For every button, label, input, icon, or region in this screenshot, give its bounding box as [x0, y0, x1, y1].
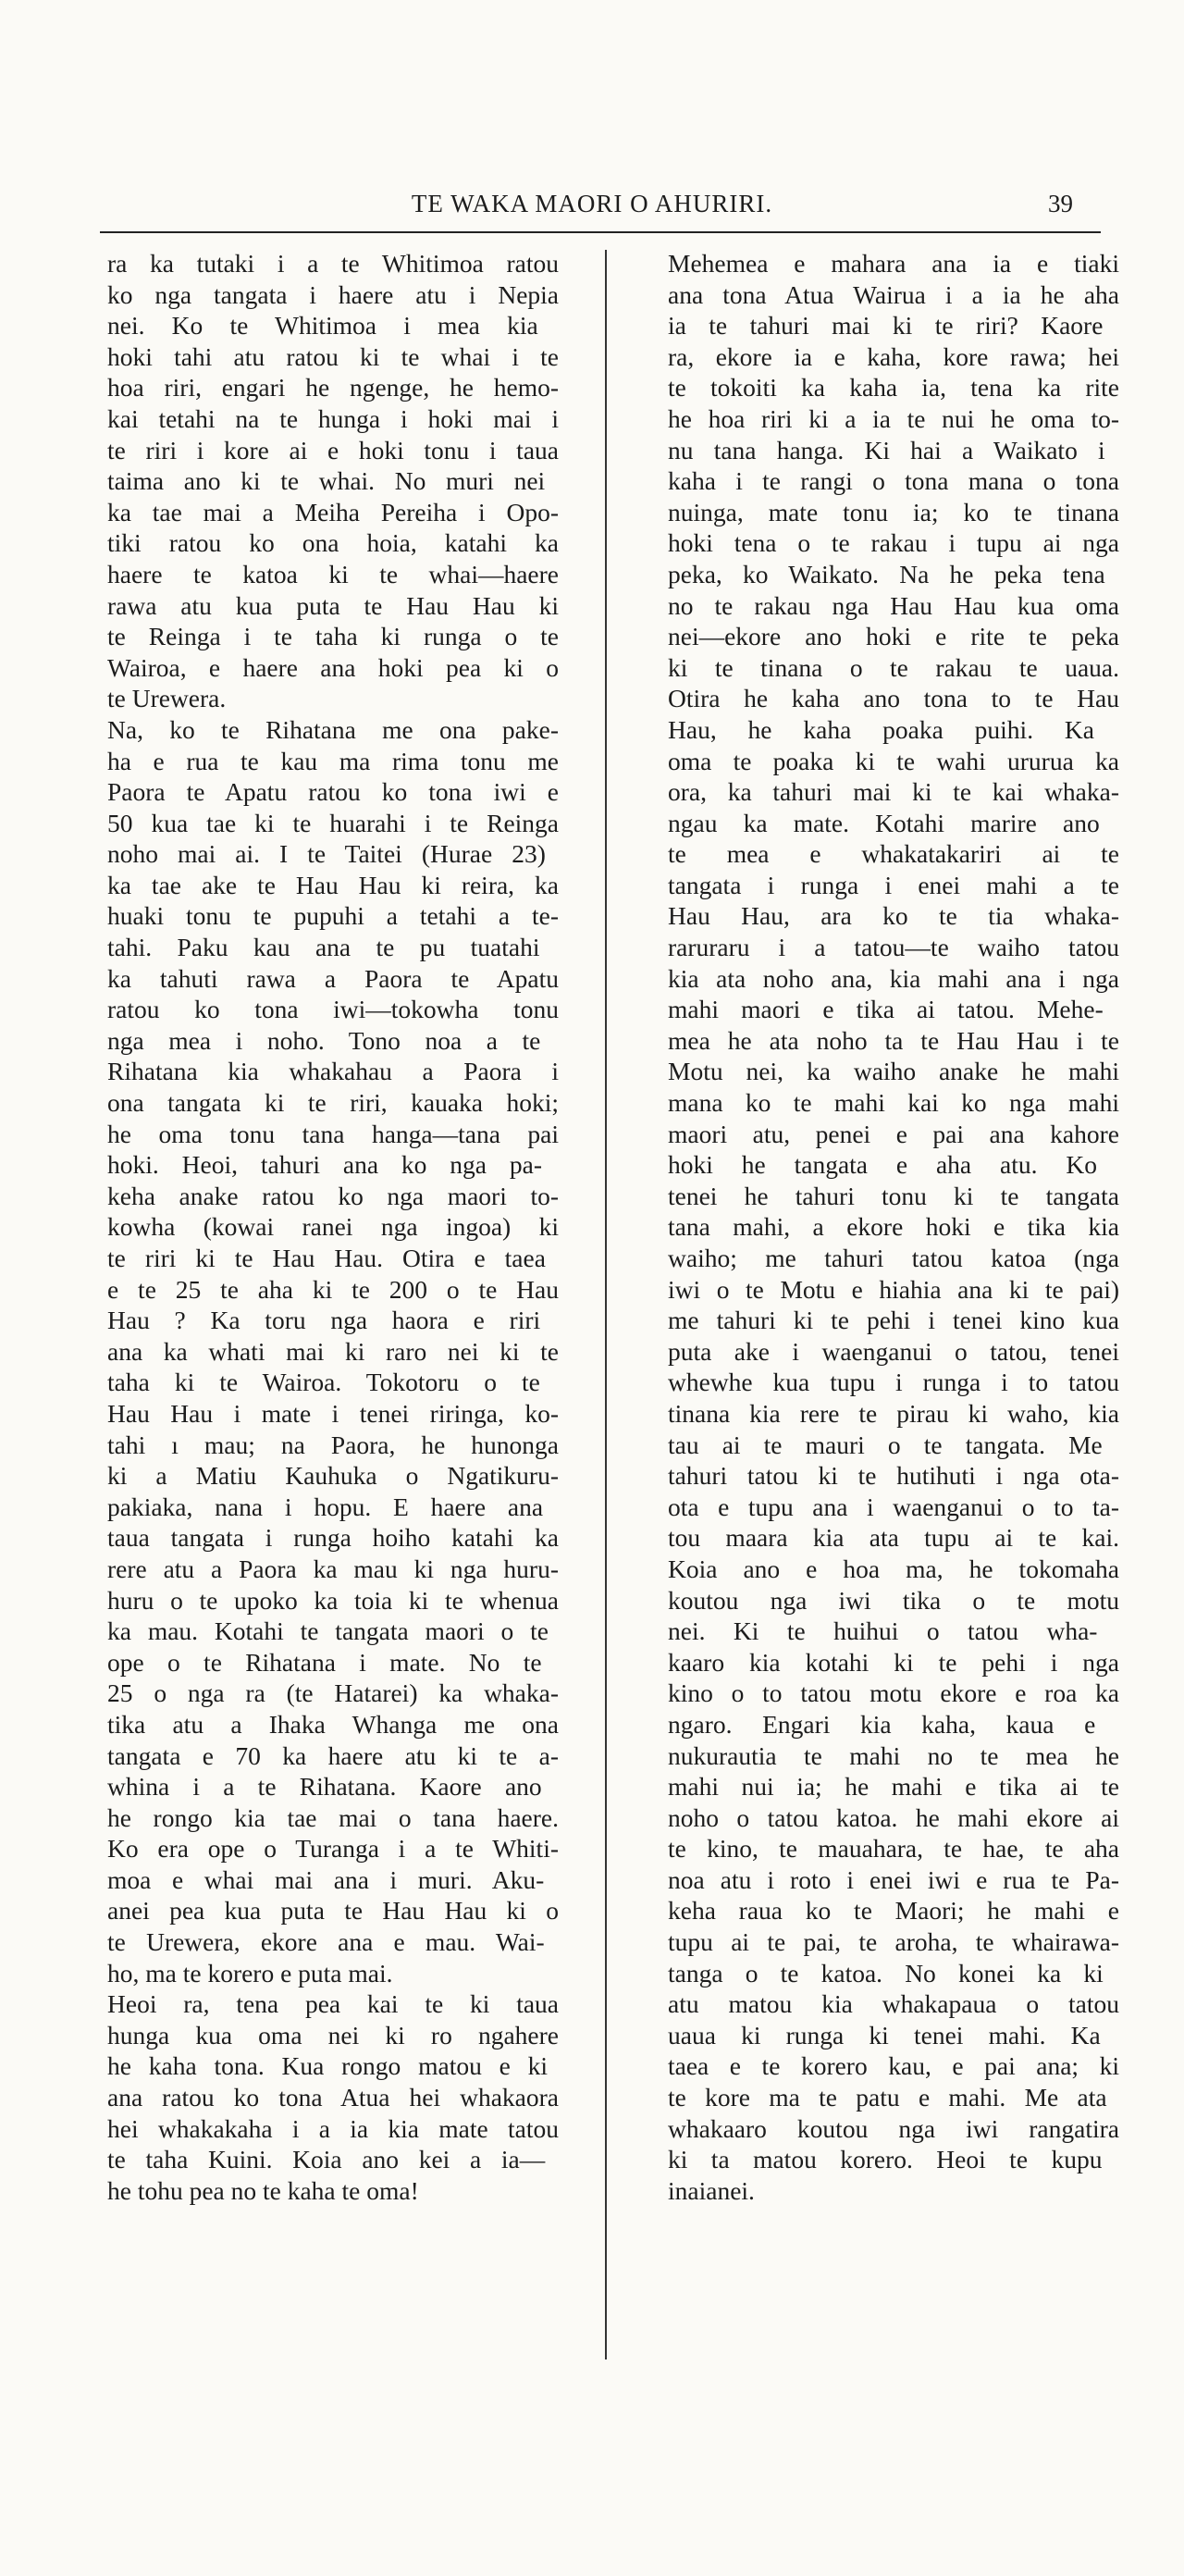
text-line: Hau Hau i mate i tenei riringa, ko- — [107, 1398, 559, 1428]
text-line: noho o tatou katoa. he mahi ekore ai — [668, 1802, 1119, 1832]
text-line: taima ano ki te whai. No muri nei — [107, 466, 546, 496]
paragraph — [642, 248, 1119, 2206]
text-line: hoki tena o te rakau i tupu ai nga — [668, 528, 1119, 558]
left-column — [81, 248, 559, 2206]
text-line: Motu nei, ka waiho anake he mahi — [668, 1057, 1119, 1086]
text-line: huru o te upoko ka toia ki te whenua — [107, 1585, 559, 1615]
text-line: Hau, he kaha poaka puihi. Ka — [668, 714, 1095, 744]
text-line: ona tangata ki te riri, kauaka hoki; — [107, 1088, 559, 1118]
text-line: noa atu i roto i enei iwi e rua te Pa- — [668, 1864, 1119, 1894]
text-line: hoa riri, engari he ngenge, he hemo- — [107, 373, 559, 402]
text-line: e te 25 te aha ki te 200 o te Hau — [107, 1274, 559, 1304]
text-line: ho, ma te korero e puta mai. — [107, 1958, 393, 1988]
text-line: ora, ka tahuri mai ki te kai whaka- — [668, 777, 1119, 807]
text-line: te kore ma te patu e mahi. Me ata — [668, 2083, 1107, 2112]
text-line: nuinga, mate tonu ia; ko te tinana — [668, 497, 1119, 526]
text-line: ana ratou ko tona Atua hei whakaora — [107, 2083, 559, 2112]
text-line: te taha Kuini. Koia ano kei a ia— — [107, 2145, 546, 2174]
text-line: tou maara kia ata tupu ai te kai. — [668, 1523, 1119, 1553]
text-line: uaua ki runga ki tenei mahi. Ka — [668, 2020, 1101, 2050]
text-line: Heoi ra, tena pea kai te ki taua — [107, 1989, 559, 2019]
text-line: Otira he kaha ano tona to te Hau — [668, 684, 1119, 713]
header-rule — [100, 231, 1101, 233]
text-line: kino o to tatou motu ekore e roa ka — [668, 1678, 1119, 1708]
text-line: atu matou kia whakapaua o tatou — [668, 1989, 1119, 2019]
text-line: tangata i runga i enei mahi a te — [668, 870, 1119, 899]
text-line: ko nga tangata i haere atu i Nepia — [107, 279, 559, 309]
text-line: nga mea i noho. Tono noa a te — [107, 1025, 541, 1055]
text-line: ngaro. Engari kia kaha, kaua e — [668, 1709, 1096, 1739]
text-line: Hau ? Ka toru nga haora e riri — [107, 1306, 541, 1335]
text-line: nei. Ko te Whitimoa i mea kia — [107, 311, 538, 341]
text-line: me tahuri ki te pehi i tenei kino kua — [668, 1306, 1119, 1335]
text-line: ngau ka mate. Kotahi marire ano — [668, 808, 1100, 837]
text-line: inaianei. — [668, 2175, 755, 2205]
text-line: nukurautia te mahi no te mea he — [668, 1740, 1119, 1770]
text-line: Paora te Apatu ratou ko tona iwi e — [107, 777, 559, 807]
text-line: tanga o te katoa. No konei ka ki — [668, 1958, 1104, 1988]
text-line: tinana kia rere te pirau ki waho, kia — [668, 1398, 1119, 1428]
text-line: Wairoa, e haere ana hoki pea ki o — [107, 652, 559, 682]
text-line: te riri ki te Hau Hau. Otira e taea — [107, 1244, 546, 1272]
text-line: kaaro kia kotahi ki te pehi i nga — [668, 1647, 1119, 1677]
text-line: tahuri tatou ki te hutihuti i nga ota- — [668, 1461, 1119, 1491]
text-line: mahi nui ia; he mahi e tika ai te — [668, 1772, 1119, 1802]
text-line: ra, ekore ia e kaha, kore rawa; hei — [668, 341, 1119, 371]
text-line: mahi maori e tika ai tatou. Mehe- — [668, 995, 1104, 1024]
text-line: haere te katoa ki te whai—haere — [107, 559, 559, 588]
text-line: peka, ko Waikato. Na he peka tena — [668, 559, 1105, 588]
text-line: tenei he tahuri tonu ki te tangata — [668, 1181, 1119, 1210]
text-line: raruraru i a tatou—te waiho tatou — [668, 933, 1119, 962]
text-line: nei—ekore ano hoki e rite te peka — [668, 622, 1119, 651]
text-line: ki ta matou korero. Heoi te kupu — [668, 2145, 1103, 2174]
text-line: waiho; me tahuri tatou katoa (nga — [668, 1244, 1119, 1272]
text-line: taha ki te Wairoa. Tokotoru o te — [107, 1368, 540, 1397]
text-line: whakaaro koutou nga iwi rangatira — [668, 2113, 1119, 2143]
text-line: ka tae ake te Hau Hau ki reira, ka — [107, 870, 559, 899]
text-line: mea he ata noho ta te Hau Hau i te — [668, 1025, 1119, 1055]
text-line: ratou ko tona iwi—tokowha tonu — [107, 995, 559, 1024]
text-line: tahi. Paku kau ana te pu tuatahi — [107, 933, 540, 962]
text-line: tangata e 70 ka haere atu ki te a- — [107, 1740, 559, 1770]
text-line: ota e tupu ana i waenganui o to ta- — [668, 1492, 1119, 1521]
text-line: Na, ko te Rihatana me ona pake- — [107, 714, 559, 744]
text-line: mana ko te mahi kai ko nga mahi — [668, 1088, 1119, 1118]
text-line: te riri i kore ai e hoki tonu i taua — [107, 435, 559, 464]
text-line: puta ake i waenganui o tatou, tenei — [668, 1336, 1119, 1366]
text-line: ka tahuti rawa a Paora te Apatu — [107, 963, 559, 993]
text-line: Mehemea e mahara ana ia e tiaki — [668, 249, 1119, 278]
text-line: nu tana hanga. Ki hai a Waikato i — [668, 435, 1105, 464]
text-line: huaki tonu te pupuhi a tetahi a te- — [107, 901, 559, 931]
text-line: Rihatana kia whakahau a Paora i — [107, 1057, 559, 1086]
right-column — [642, 248, 1119, 2206]
text-line: anei pea kua puta te Hau Hau ki o — [107, 1896, 559, 1926]
text-line: hoki he tangata e aha atu. Ko — [668, 1150, 1097, 1180]
text-line: he rongo kia tae mai o tana haere. — [107, 1802, 559, 1832]
text-line: ra ka tutaki i a te Whitimoa ratou — [107, 249, 559, 278]
text-line: taea e te korero kau, e pai ana; ki — [668, 2051, 1119, 2081]
text-line: hoki tahi atu ratou ki te whai i te — [107, 341, 559, 371]
text-line: rawa atu kua puta te Hau Hau ki — [107, 590, 559, 620]
text-line: te mea e whakatakariri ai te — [668, 839, 1119, 869]
page-number: 39 — [1048, 190, 1073, 217]
text-line: whina i a te Rihatana. Kaore ano — [107, 1772, 542, 1802]
text-line: ana tona Atua Wairua i a ia he aha — [668, 279, 1119, 309]
text-line: iwi o te Motu e hiahia ana ki te pai) — [668, 1274, 1119, 1304]
text-line: te Urewera, ekore ana e mau. Wai- — [107, 1927, 545, 1957]
text-line: oma te poaka ki te wahi ururua ka — [668, 746, 1119, 775]
running-title: TE WAKA MAORI O AHURIRI. — [411, 190, 773, 217]
text-line: he kaha tona. Kua rongo matou e ki — [107, 2051, 549, 2081]
text-line: kaha i te rangi o tona mana o tona — [668, 466, 1119, 496]
text-line: hoki. Heoi, tahuri ana ko nga pa- — [107, 1150, 542, 1180]
text-line: ki a Matiu Kauhuka o Ngatikuru- — [107, 1461, 559, 1491]
text-line: pakiaka, nana i hopu. E haere ana — [107, 1492, 544, 1521]
text-line: ki te tinana o te rakau te uaua. — [668, 652, 1119, 682]
text-line: te Urewera. — [107, 684, 227, 713]
text-line: kia ata noho ana, kia mahi ana i nga — [668, 963, 1119, 993]
text-line: Hau Hau, ara ko te tia whaka- — [668, 901, 1119, 931]
text-line: ia te tahuri mai ki te riri? Kaore — [668, 311, 1104, 341]
page-header — [0, 190, 1184, 227]
text-line: he tohu pea no te kaha te oma! — [107, 2175, 419, 2205]
text-line: ope o te Rihatana i mate. No te — [107, 1647, 542, 1677]
text-line: whewhe kua tupu i runga i to tatou — [668, 1368, 1119, 1397]
text-line: maori atu, penei e pai ana kahore — [668, 1119, 1119, 1148]
text-line: hunga kua oma nei ki ro ngahere — [107, 2020, 559, 2050]
text-line: 25 o nga ra (te Hatarei) ka whaka- — [107, 1678, 559, 1708]
text-line: he oma tonu tana hanga—tana pai — [107, 1119, 559, 1148]
text-line: no te rakau nga Hau Hau kua oma — [668, 590, 1119, 620]
text-line: Ko era ope o Turanga i a te Whiti- — [107, 1834, 559, 1864]
text-line: ana ka whati mai ki raro nei ki te — [107, 1336, 559, 1366]
text-line: moa e whai mai ana i muri. Aku- — [107, 1864, 545, 1894]
text-line: tiki ratou ko ona hoia, katahi ka — [107, 528, 559, 558]
text-line: Koia ano e hoa ma, he tokomaha — [668, 1554, 1119, 1583]
text-line: tika atu a Ihaka Whanga me ona — [107, 1709, 559, 1739]
text-line: ka tae mai a Meiha Pereiha i Opo- — [107, 497, 559, 526]
text-line: kai tetahi na te hunga i hoki mai i — [107, 403, 559, 433]
text-line: keha anake ratou ko nga maori to- — [107, 1181, 559, 1210]
text-line: tau ai te mauri o te tangata. Me — [668, 1430, 1103, 1459]
text-line: te tokoiti ka kaha ia, tena ka rite — [668, 373, 1119, 402]
text-line: noho mai ai. I te Taitei (Hurae 23) — [107, 839, 546, 869]
text-line: te Reinga i te taha ki runga o te — [107, 622, 559, 651]
paragraph — [81, 1988, 559, 2206]
paragraph — [81, 714, 559, 1988]
text-line: rere atu a Paora ka mau ki nga huru- — [107, 1554, 559, 1583]
text-line: tahi ı mau; na Paora, he hunonga — [107, 1430, 559, 1459]
text-line: he hoa riri ki a ia te nui he oma to- — [668, 403, 1119, 433]
text-line: kowha (kowai ranei nga ingoa) ki — [107, 1212, 559, 1242]
text-line: taua tangata i runga hoiho katahi ka — [107, 1523, 559, 1553]
text-line: te kino, te mauahara, te hae, te aha — [668, 1834, 1119, 1864]
text-line: ka mau. Kotahi te tangata maori o te — [107, 1616, 549, 1646]
column-divider — [605, 250, 607, 2359]
text-line: koutou nga iwi tika o te motu — [668, 1585, 1119, 1615]
text-line: hei whakakaha i a ia kia mate tatou — [107, 2113, 559, 2143]
text-line: ha e rua te kau ma rima tonu me — [107, 746, 559, 775]
text-line: tana mahi, a ekore hoki e tika kia — [668, 1212, 1119, 1242]
text-line: 50 kua tae ki te huarahi i te Reinga — [107, 808, 559, 837]
text-line: nei. Ki te huihui o tatou wha- — [668, 1616, 1098, 1646]
text-line: tupu ai te pai, te aroha, te whairawa- — [668, 1927, 1119, 1957]
paragraph — [81, 248, 559, 714]
text-line: keha raua ko te Maori; he mahi e — [668, 1896, 1119, 1926]
